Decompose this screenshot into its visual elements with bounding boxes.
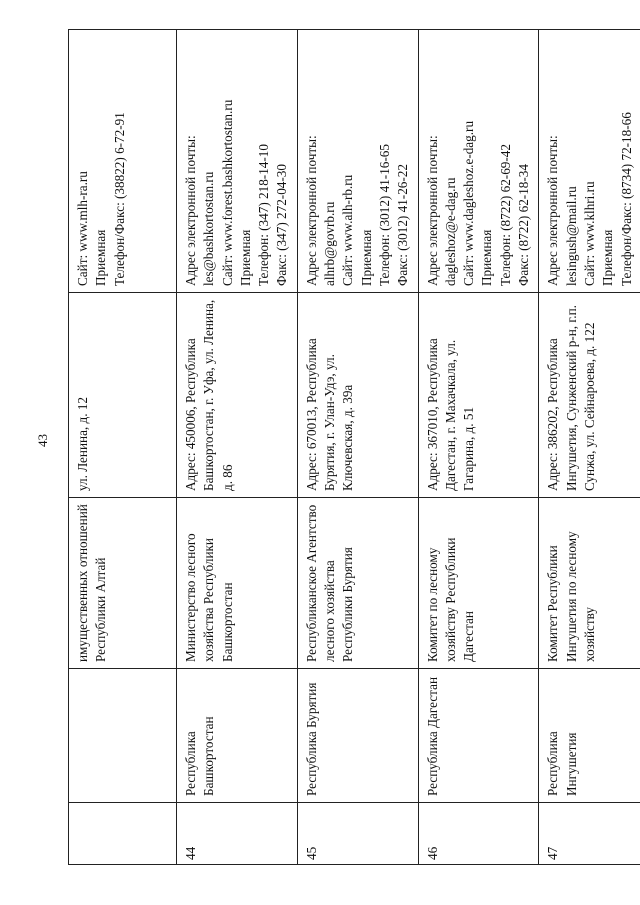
address-cell: Адрес: 450006, Республика Башкортостан, г. Уфа, ул. Ленина, д. 86 [177,293,298,498]
row-number-cell: 46 [418,803,539,865]
table-row [69,30,177,865]
contact-line: Телефон: (3012) 41-16-65 [376,144,392,286]
region-cell: Республика Ингушетия [539,669,640,803]
contacts-cell [539,30,640,293]
contacts-cell [418,30,539,293]
region-cell: Республика Дагестан [418,669,539,803]
contact-line: Сайт: www.mlh-ra.ru [75,171,90,286]
table-row [177,30,298,865]
contact-line: Сайт: www.forest.bashkortostan.ru [219,99,235,286]
contact-line: Телефон: (8722) 62-69-42 [497,144,513,286]
contact-line: Факс: (347) 272-04-30 [274,164,290,286]
contact-line: Телефон: (347) 218-14-10 [256,144,272,286]
address-cell: ул. Ленина, д. 12 [69,293,177,498]
contact-line: Приемная [479,229,495,286]
authority-cell: имущественных отношений Республики Алтай [69,498,177,669]
contact-line: Телефон/Факс: (8734) 72-18-66 [618,112,634,286]
contact-line: Приемная [93,229,109,286]
contact-line: Приемная [600,229,616,286]
contact-line: Сайт: www.alh-rb.ru [340,174,356,286]
contact-line: Адрес электронной почты: [424,135,440,286]
table-row [539,30,640,865]
table-row [418,30,539,865]
contact-line: alhrb@govrb.ru [322,201,338,286]
authority-cell: Республиканское Агентство лесного хозяйства Республики Бурятия [297,498,418,669]
table-row [297,30,418,865]
contact-line: lesingush@mail.ru [563,186,579,286]
contact-line: Адрес электронной почты: [183,135,198,286]
contact-line: Сайт: www.klhri.ru [581,181,597,286]
region-cell: Республика Бурятия [297,669,418,803]
contacts-cell [69,30,177,293]
address-cell: Адрес: 367010, Республика Дагестан, г. Махачкала, ул. Гагарина, д. 51 [418,293,539,498]
contact-line: Приемная [358,229,374,286]
contact-line: Приемная [237,229,253,286]
region-cell: Республика Башкортостан [177,669,298,803]
contact-line: Факс: (8722) 62-18-34 [516,164,532,286]
contact-line: dagleshoz@e-dag.ru [442,177,458,286]
rotated-table-container [68,30,634,865]
row-number-cell: 47 [539,803,640,865]
authority-cell: Министерство лесного хозяйства Республики Башкортостан [177,498,298,669]
authority-cell: Комитет Республики Ингушетия по лесному хозяйству [539,498,640,669]
forestry-contacts-table [68,29,640,865]
contact-line: Адрес электронной почты: [545,135,561,286]
address-cell: Адрес: 670013, Республика Бурятия, г. Улан-Удэ, ул. Ключевская, д. 39а [297,293,418,498]
contact-line: Телефон/Факс: (38822) 6-72-91 [111,112,127,286]
contacts-cell [177,30,298,293]
row-number-cell: 44 [177,803,298,865]
row-number-cell [69,803,177,865]
page-number: 43 [35,434,50,447]
contact-line: les@bashkortostan.ru [201,171,217,286]
authority-cell: Комитет по лесному хозяйству Республики Дагестан [418,498,539,669]
contact-line: Факс: (3012) 41-26-22 [395,164,411,286]
row-number-cell: 45 [297,803,418,865]
region-cell [69,669,177,803]
contacts-cell [297,30,418,293]
contact-line: Адрес электронной почты: [303,135,319,286]
address-cell: Адрес: 386202, Республика Ингушетия, Сунженский р-н, г.п. Сунжа, ул. Сейнароева, д. 122 [539,293,640,498]
contact-line: Сайт: www.dagleshoz.e-dag.ru [461,120,477,286]
